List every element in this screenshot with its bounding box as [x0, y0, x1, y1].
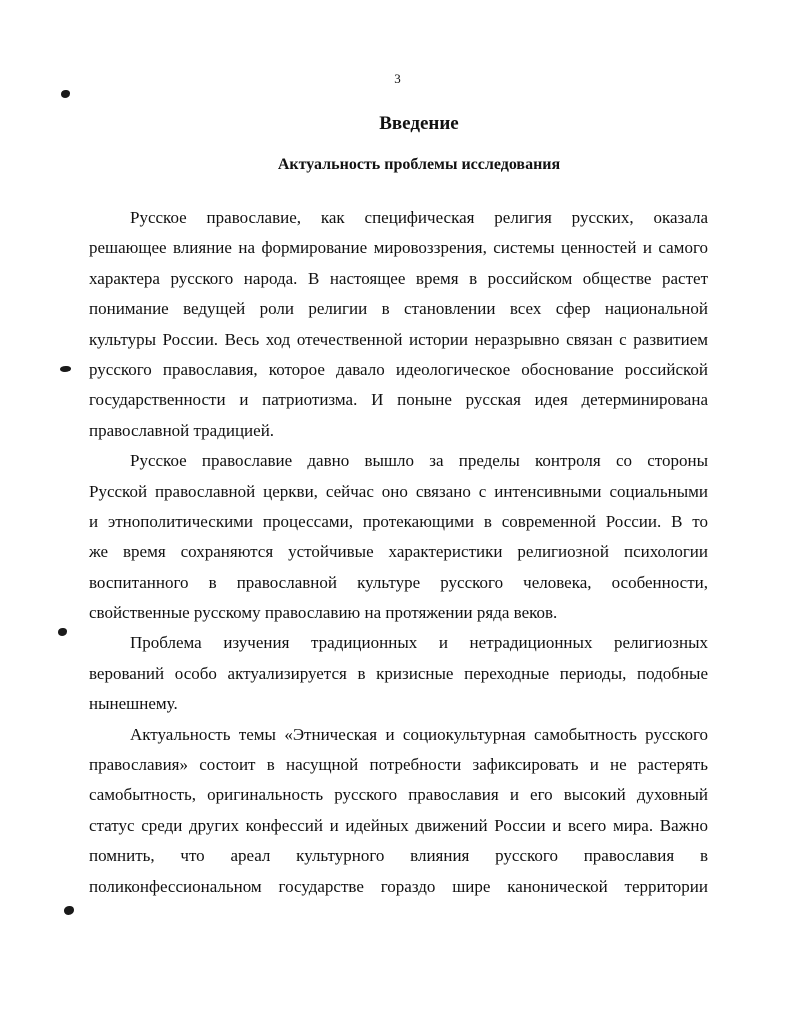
text-line: характера русского народа. В настоящее время в российском обществе растет	[89, 268, 708, 288]
text-line: православия» состоит в насущной потребности зафиксировать и не растерять	[89, 755, 708, 775]
scan-mark	[61, 90, 70, 98]
text-line: государственности и патриотизма. И поныне русская идея детерминирована	[89, 390, 708, 410]
text-line: статус среди других конфессий и идейных движений России и всего мира. Важно	[89, 815, 708, 835]
text-line: нынешнему.	[89, 694, 178, 714]
text-line: Актуальность темы «Этническая и социокультурная самобытность русского	[130, 724, 708, 744]
text-line: верований особо актуализируется в кризисные переходные периоды, подобные	[89, 663, 708, 683]
text-line: и этнополитическими процессами, протекающими в современной России. В то	[89, 511, 708, 531]
page-number: 3	[394, 71, 401, 86]
text-line: Русское православие, как специфическая религия русских, оказала	[130, 208, 708, 227]
text-line: помнить, что ареал культурного влияния русского православия в	[89, 846, 708, 866]
text-line: православной традицией.	[89, 420, 275, 440]
text-line: самобытность, оригинальность русского православия и его высокий духовный	[89, 785, 708, 805]
text-line: Русской православной церкви, сейчас оно связано с интенсивными социальными	[89, 481, 708, 501]
text-line: же время сохраняются устойчивые характеристики религиозной психологии	[89, 542, 708, 562]
scan-mark	[64, 906, 74, 915]
text-line: Русское православие давно вышло за пределы контроля со стороны	[130, 451, 708, 471]
body-text	[89, 203, 708, 902]
text-line: русского православия, которое давало идеологическое обоснование российской	[89, 359, 708, 379]
text-line: понимание ведущей роли религии в становлении всех сфер национальной	[89, 299, 708, 319]
text-line: свойственные русскому православию на протяжении ряда веков.	[89, 603, 558, 623]
text-line: воспитанного в православной культуре русского человека, особенности,	[89, 572, 708, 592]
scan-mark	[58, 628, 67, 636]
text-line: поликонфессиональном государстве гораздо шире канонической территории	[89, 876, 708, 896]
section-title: Введение	[379, 113, 459, 134]
text-line: решающее влияние на формирование мировоззрения, системы ценностей и самого	[89, 238, 708, 258]
scan-mark	[60, 366, 71, 372]
text-line: Проблема изучения традиционных и нетрадиционных религиозных	[130, 633, 708, 653]
section-subtitle: Актуальность проблемы исследования	[277, 156, 561, 173]
text-line: культуры России. Весь ход отечественной истории неразрывно связан с развитием	[89, 329, 708, 349]
